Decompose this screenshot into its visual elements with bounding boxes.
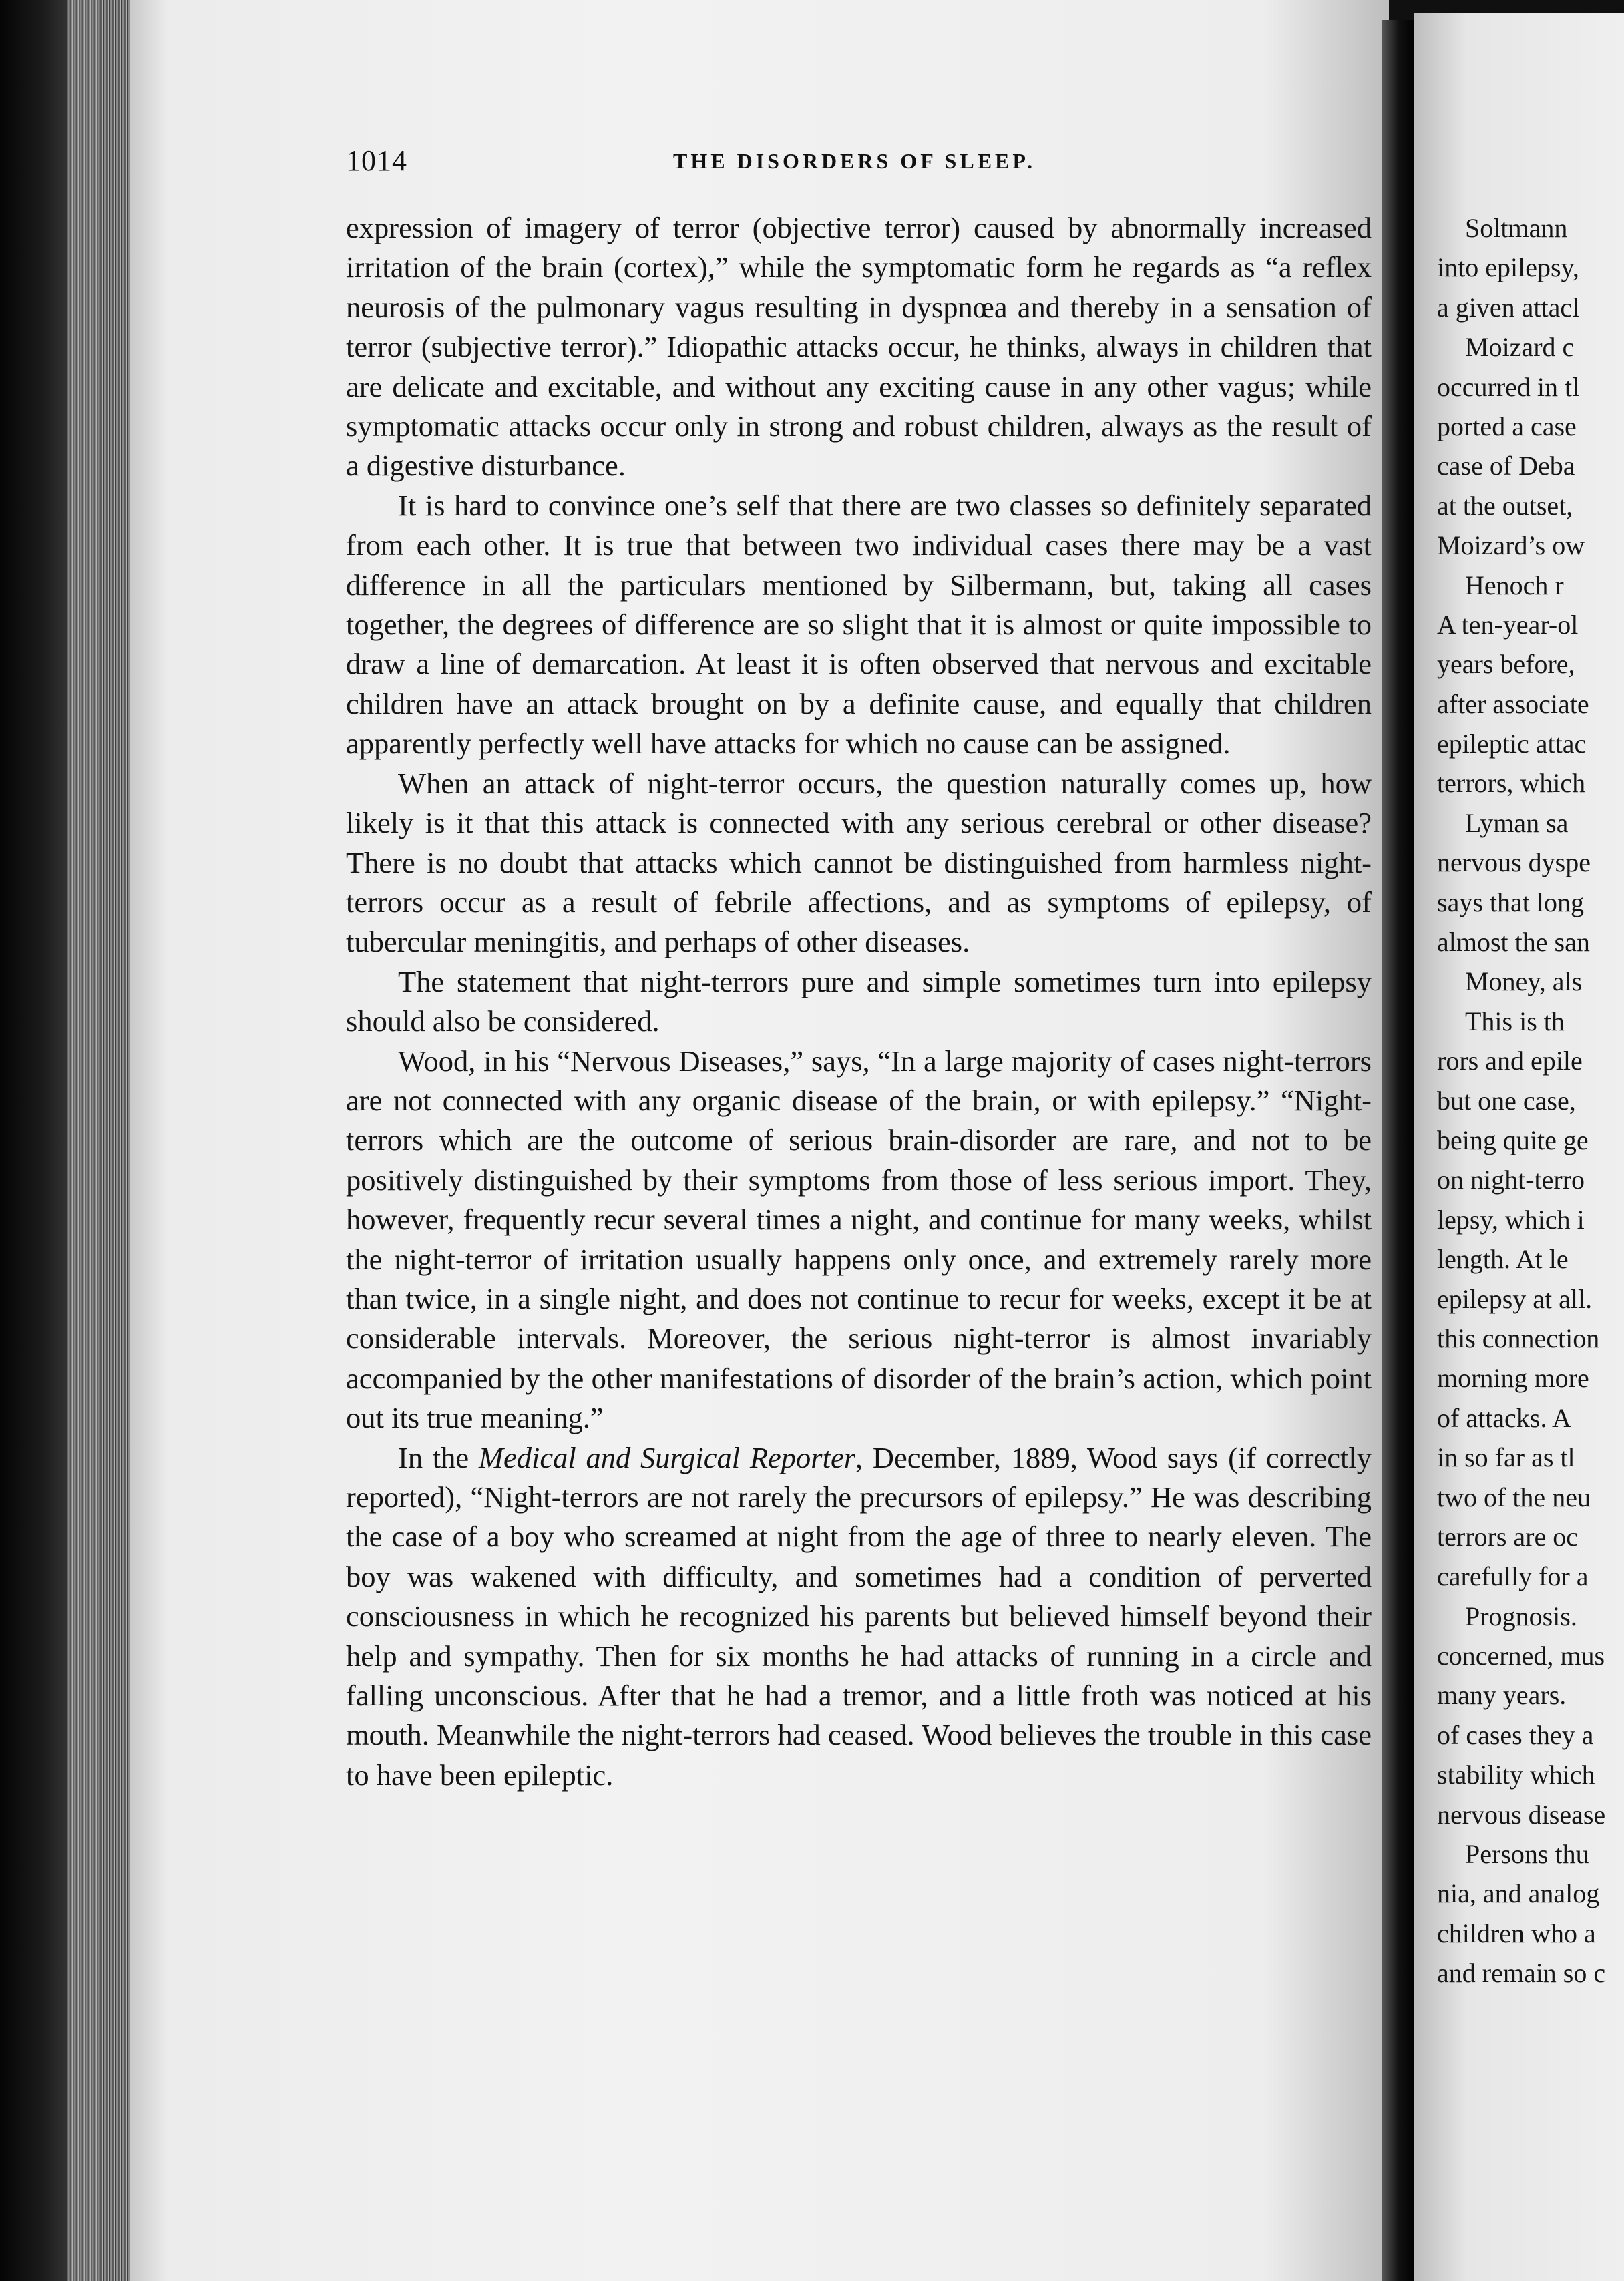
right-page-line: being quite ge — [1437, 1124, 1589, 1155]
right-page-line: terrors are oc — [1437, 1521, 1578, 1552]
paragraph-6-lead: In the — [398, 1440, 479, 1474]
right-page-line: case of Deba — [1437, 451, 1575, 481]
right-page-line: two of the neu — [1437, 1482, 1591, 1512]
right-page-line: many years. — [1437, 1680, 1567, 1711]
paragraph-4: The statement that night-terrors pure and simple sometimes turn into epilepsy should also be considered. — [346, 964, 1372, 1038]
right-page-line: stability which — [1437, 1759, 1595, 1790]
right-page-line: says that long — [1437, 887, 1584, 917]
running-title: THE DISORDERS OF SLEEP. — [673, 149, 1036, 173]
right-page-line: epileptic attac — [1437, 729, 1587, 759]
page-edges — [67, 0, 134, 2281]
right-page-line: into epilepsy, — [1437, 252, 1579, 283]
right-page-line: A ten-year-ol — [1437, 609, 1579, 640]
right-page-line: Henoch r — [1465, 570, 1564, 600]
journal-title: Medical and Surgical Reporter — [478, 1440, 856, 1474]
right-page-line: terrors, which — [1437, 768, 1586, 799]
right-page-line: Soltmann — [1465, 213, 1568, 243]
paragraph-6-rest: , December, 1889, Wood says (if correctly reported), “Night-terrors are not rarely the precursors of epilepsy.” He was describing the case of a boy who screamed at night from the age of three to nearly eleven. The boy was wakened with difficulty, and sometimes had a condition of perverted consciousness in which he recognized his parents but believed himself beyond their help and sympathy. Then for six months he had attacks of running in a circle and falling unconscious. After that he had a tremor, and a little froth was noticed at his mouth. Meanwhile the night-terrors had ceased. Wood believes the trouble in this case to have been epileptic. — [346, 1440, 1372, 1792]
paragraph-1: expression of imagery of terror (objective terror) caused by abnormally increased irritation of the brain (cortex),” while the symptomatic form he regards as “a reflex neurosis of the pulmonary vagus resulting in dyspnœa and thereby in a sensation of terror (subjective terror).” Idiopathic attacks occur, he thinks, always in children that are delicate and excitable, and without any exciting cause in any other vagus; while symptomatic attacks occur only in strong and robust children, always as the result of a digestive disturbance. — [346, 211, 1372, 483]
right-page-line: morning more — [1437, 1363, 1589, 1394]
right-page-line: carefully for a — [1437, 1561, 1589, 1592]
right-page-line: in so far as tl — [1437, 1442, 1575, 1473]
left-page-body — [346, 208, 1372, 1795]
right-page-line: a given attacl — [1437, 292, 1580, 323]
right-page-line: Persons thu — [1465, 1839, 1589, 1870]
right-page-line: Lyman sa — [1465, 807, 1569, 838]
page-header — [346, 144, 1374, 184]
right-page-line: Moizard’s ow — [1437, 530, 1585, 561]
right-page-line: Prognosis. — [1465, 1601, 1577, 1631]
right-page-line: children who a — [1437, 1918, 1596, 1948]
right-page-line: nervous dyspe — [1437, 847, 1591, 878]
right-page-line: this connection — [1437, 1323, 1600, 1354]
right-page-fragments — [1437, 208, 1624, 1993]
right-page-line: Money, als — [1465, 966, 1583, 997]
right-page-line: lepsy, which i — [1437, 1204, 1585, 1235]
right-page-line: years before, — [1437, 649, 1575, 680]
right-page-line: length. At le — [1437, 1244, 1569, 1275]
right-page-line: of cases they a — [1437, 1719, 1594, 1750]
right-page-line: but one case, — [1437, 1085, 1576, 1116]
right-page-line: of attacks. A — [1437, 1402, 1572, 1433]
right-page-line: Moizard c — [1465, 332, 1575, 363]
right-page-line: epilepsy at all. — [1437, 1283, 1593, 1314]
right-page-line: ported a case — [1437, 411, 1577, 441]
paragraph-3: When an attack of night-terror occurs, the question naturally comes up, how likely is it that this attack is connected with any serious cerebral or other disease? There is no doubt that attacks which cannot be distinguished from harmless night-terrors occur as a result of febrile affections, and as symptoms of epilepsy, of tubercular meningitis, and perhaps of other diseases. — [346, 766, 1372, 959]
right-page-line: This is th — [1465, 1006, 1565, 1036]
right-page-line: almost the san — [1437, 927, 1590, 958]
right-page-line: nia, and analog — [1437, 1878, 1600, 1909]
book-gutter — [1382, 20, 1416, 2281]
right-page-line: nervous disease — [1437, 1799, 1606, 1830]
right-page-line: after associate — [1437, 688, 1589, 719]
right-page-line: and remain so c — [1437, 1958, 1606, 1989]
right-page-line: concerned, mus — [1437, 1641, 1605, 1671]
page-number: 1014 — [346, 144, 407, 177]
right-page-line: rors and epile — [1437, 1046, 1583, 1076]
right-page-line: on night-terro — [1437, 1165, 1585, 1195]
paragraph-2: It is hard to convince one’s self that there are two classes so definitely separated from each other. It is true that between two individual cases there may be a vast difference in all the particulars mentioned by Silbermann, but, taking all cases together, the degrees of difference are so slight that it is almost or quite impossible to draw a line of demarcation. At least it is often observed that nervous and excitable children have an attack brought on by a definite cause, and equally that children apparently perfectly well have attacks for which no cause can be assigned. — [346, 488, 1372, 761]
right-page-line: occurred in tl — [1437, 371, 1580, 402]
paragraph-5: Wood, in his “Nervous Diseases,” says, “In a large majority of cases night-terrors are not connected with any organic disease of the brain, or with epilepsy.” “Night-terrors which are the outcome of serious brain-disorder are rare, and not to be positively distinguished by their symptoms from those of less serious import. They, however, frequently recur several times a night, and continue for many weeks, whilst the night-terror of irritation usually happens only once, and extremely rarely more than twice, in a single night, and does not continue to recur for weeks, except it be at considerable intervals. Moreover, the serious night-terror is almost invariably accompanied by the other manifestations of disorder of the brain’s action, which point out its true meaning.” — [346, 1044, 1372, 1435]
right-page-line: at the outset, — [1437, 490, 1573, 521]
paragraph-6 — [346, 1438, 1372, 1796]
